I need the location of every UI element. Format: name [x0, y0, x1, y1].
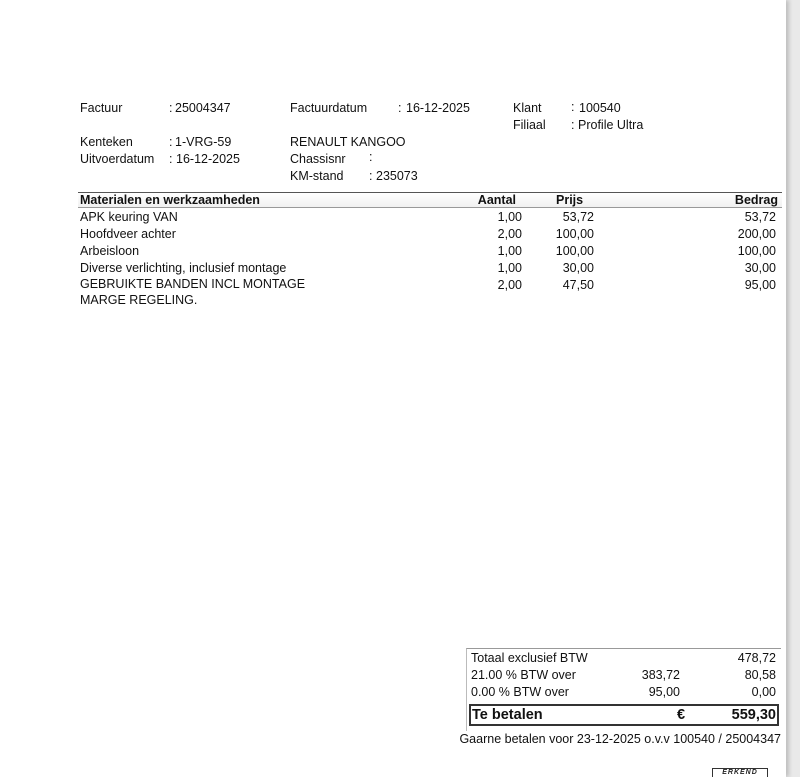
currency-symbol: € [677, 707, 686, 723]
filiaal-label: Filiaal [513, 118, 546, 132]
column-header-description: Materialen en werkzaamheden [80, 193, 260, 207]
factuur-value: 25004347 [175, 101, 231, 115]
column-header-aantal: Aantal [477, 193, 516, 207]
te-betalen-label: Te betalen [472, 707, 543, 723]
column-header-bedrag: Bedrag [734, 193, 778, 207]
factuurdatum-label: Factuurdatum [290, 101, 368, 115]
row-bedrag: 30,00 [744, 261, 776, 275]
kenteken-separator: : [169, 135, 173, 149]
factuur-label: Factuur [80, 101, 123, 115]
btw0-label: 0.00 % BTW over [471, 685, 569, 699]
payment-note: Gaarne betalen voor 23-12-2025 o.v.v 100540 / 25004347 [459, 732, 781, 746]
row-prijs: 53,72 [562, 210, 594, 224]
row-description: Hoofdveer achter [80, 227, 176, 241]
row-prijs: 47,50 [562, 278, 594, 292]
vehicle-model: RENAULT KANGOO [290, 135, 406, 149]
btw21-label: 21.00 % BTW over [471, 668, 576, 682]
row-aantal: 1,00 [497, 244, 522, 258]
chassisnr-label: Chassisnr [290, 152, 346, 166]
row-bedrag: 53,72 [744, 210, 776, 224]
te-betalen-value: 559,30 [731, 707, 776, 723]
factuurdatum-value: 16-12-2025 [406, 101, 470, 115]
factuur-separator: : [169, 101, 173, 115]
row-prijs: 30,00 [562, 261, 594, 275]
row-description: Diverse verlichting, inclusief montage [80, 261, 287, 275]
row-aantal: 1,00 [497, 261, 522, 275]
btw0-value: 0,00 [751, 685, 776, 699]
totaal-excl-label: Totaal exclusief BTW [471, 651, 588, 665]
row-description: APK keuring VAN [80, 210, 178, 224]
totaal-excl-value: 478,72 [737, 651, 776, 665]
km-stand-value: 235073 [376, 169, 418, 183]
row-aantal: 1,00 [497, 210, 522, 224]
chassisnr-separator: : [369, 150, 373, 164]
klant-value: 100540 [579, 101, 621, 115]
row-bedrag: 100,00 [737, 244, 776, 258]
uitvoerdatum-separator: : [169, 152, 173, 166]
row-prijs: 100,00 [555, 244, 594, 258]
btw21-base: 383,72 [641, 668, 680, 682]
uitvoerdatum-value: 16-12-2025 [176, 152, 240, 166]
kenteken-label: Kenteken [80, 135, 133, 149]
column-header-prijs: Prijs [556, 193, 584, 207]
klant-label: Klant [513, 101, 542, 115]
erkend-logo [712, 768, 768, 777]
row-bedrag: 95,00 [744, 278, 776, 292]
row-aantal: 2,00 [497, 227, 522, 241]
btw21-value: 80,58 [744, 668, 776, 682]
km-stand-label: KM-stand [290, 169, 344, 183]
km-stand-separator: : [369, 169, 373, 183]
row-bedrag: 200,00 [737, 227, 776, 241]
erkend-logo-text: ERKEND [722, 769, 758, 776]
klant-separator: : [571, 100, 575, 114]
row-description: Arbeisloon [80, 244, 140, 258]
btw0-base: 95,00 [648, 685, 680, 699]
uitvoerdatum-label: Uitvoerdatum [80, 152, 155, 166]
filiaal-value: Profile Ultra [578, 118, 644, 132]
row-aantal: 2,00 [497, 278, 522, 292]
factuurdatum-separator: : [398, 101, 402, 115]
filiaal-separator: : [571, 118, 575, 132]
kenteken-value: 1-VRG-59 [175, 135, 232, 149]
row-prijs: 100,00 [555, 227, 594, 241]
row-description: GEBRUIKTE BANDEN INCL MONTAGE [80, 277, 306, 291]
marge-regeling-note: MARGE REGELING. [80, 293, 198, 307]
